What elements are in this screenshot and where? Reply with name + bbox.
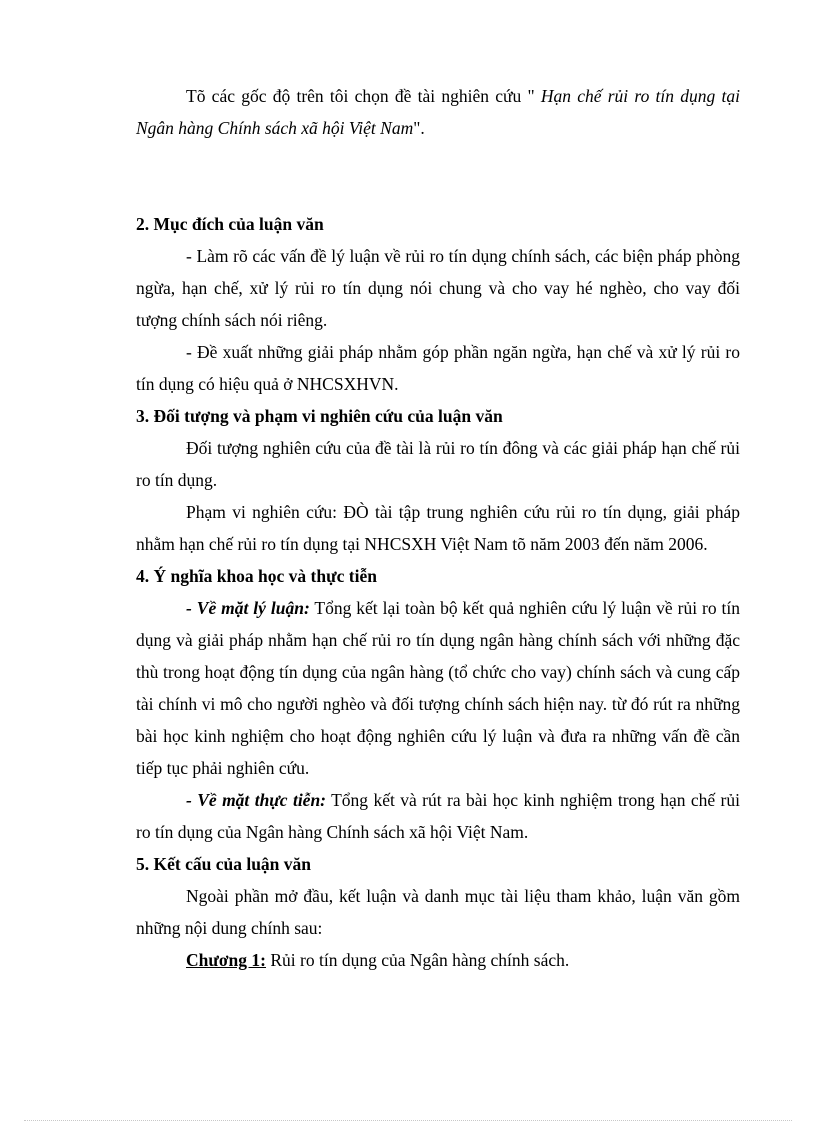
theory-label: - Về mặt lý luận: [186,598,310,618]
section4-practice-paragraph [136,784,740,848]
section4-theory-paragraph [136,592,740,784]
intro-paragraph [136,80,740,144]
intro-suffix: ". [413,118,425,138]
section3-paragraph-1: Đối tượng nghiên cứu của đề tài là rủi ro tín đông và các giải pháp hạn chế rủi ro tín dụng. [136,438,740,490]
document-page [136,80,740,976]
section2-paragraph-1: - Làm rõ các vấn đề lý luận về rủi ro tín dụng chính sách, các biện pháp phòng ngừa, hạn chế, xử lý rủi ro tín dụng nói chung và cho vay hé nghèo, cho vay đối tượng chính sách nói riêng. [136,246,740,330]
section3-heading: 3. Đối tượng và phạm vi nghiên cứu của luận văn [136,406,503,426]
theory-text: Tổng kết lại toàn bộ kết quả nghiên cứu lý luận về rủi ro tín dụng và giải pháp nhằm hạn chế rủi ro tín dụng ngân hàng chính sách với những đặc thù trong hoạt động tín dụng của ngân hàng (tổ chức cho vay) chính sách và cung cấp tài chính vi mô cho người nghèo và đối tượng chính sách hiện nay. từ đó rút ra những bài học kinh nghiệm cho hoạt động nghiên cứu lý luận và đưa ra những vấn đề cần tiếp tục phải nghiên cứu. [136,598,740,778]
section2-heading: 2. Mục đích của luận văn [136,214,324,234]
chapter1-label: Chương 1: [186,950,266,970]
section2-paragraph-2: - Đề xuất những giải pháp nhằm góp phần ngăn ngừa, hạn chế và xử lý rủi ro tín dụng có hiệu quả ở NHCSXHVN. [136,342,740,394]
section3-paragraph-2: Phạm vi nghiên cứu: ĐÒ tài tập trung nghiên cứu rủi ro tín dụng, giải pháp nhằm hạn chế rủi ro tín dụng tại NHCSXH Việt Nam tõ năm 2003 đến năm 2006. [136,502,740,554]
section4-heading: 4. Ý nghĩa khoa học và thực tiễn [136,566,377,586]
section5-paragraph-1: Ngoài phần mở đầu, kết luận và danh mục tài liệu tham khảo, luận văn gồm những nội dung chính sau: [136,886,740,938]
page-bottom-divider [24,1120,792,1121]
section5-heading: 5. Kết cấu của luận văn [136,854,312,874]
thesis-title: Hạn chế rủi ro tín dụng tại Ngân hàng Chính sách xã hội Việt Nam [136,86,740,138]
practice-label: - Về mặt thực tiễn: [186,790,327,810]
practice-text: Tổng kết và rút ra bài học kinh nghiệm trong hạn chế rủi ro tín dụng của Ngân hàng Chính sách xã hội Việt Nam. [136,790,740,842]
intro-prefix: Tõ các gốc độ trên tôi chọn đề tài nghiên cứu " [186,86,535,106]
chapter1-text: Rủi ro tín dụng của Ngân hàng chính sách. [266,950,570,970]
section-spacer [136,144,740,208]
chapter1-line [136,944,740,976]
